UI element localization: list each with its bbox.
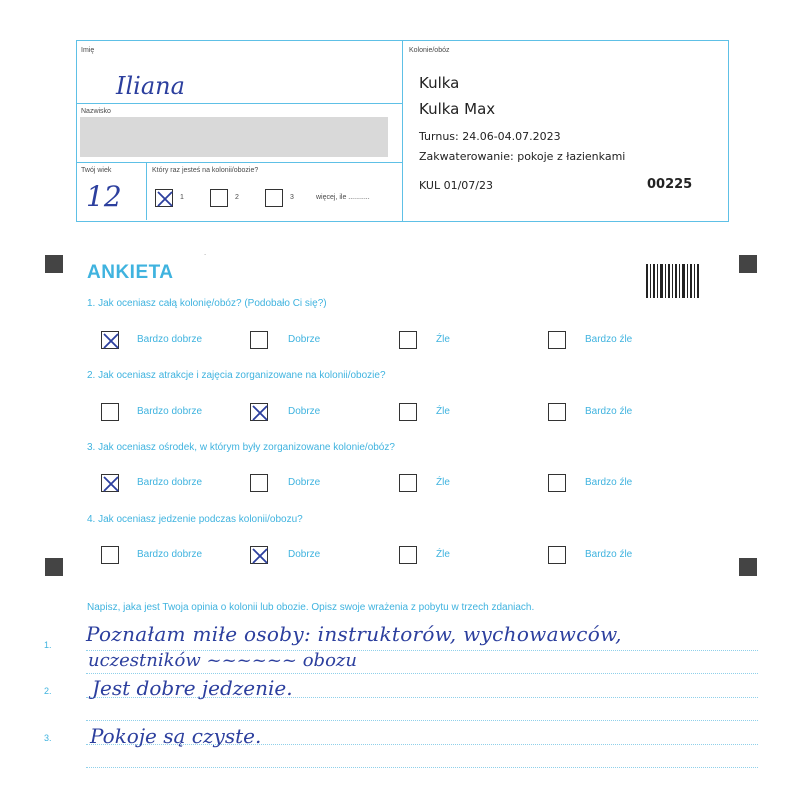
line-number-2: 2. <box>44 686 52 696</box>
q3-option-zle-checkbox[interactable] <box>399 474 417 492</box>
header-divider-age <box>76 162 402 163</box>
wiek-label: Twój wiek <box>81 167 112 174</box>
opinion-line-3: Pokoje są czyste. <box>90 724 262 748</box>
q4-option-dobrze-checkbox[interactable] <box>250 546 268 564</box>
imie-value: Iliana <box>116 72 185 100</box>
q3-option-bardzo-dobrze-label: Bardzo dobrze <box>137 477 203 488</box>
ktory-option-2: 2 <box>235 194 239 201</box>
q2-option-dobrze-label: Dobrze <box>288 406 321 417</box>
q3-option-bardzo-zle-label: Bardzo źle <box>585 477 633 488</box>
kolonie-label: Kolonie/obóz <box>409 47 450 54</box>
q3-option-bardzo-zle-checkbox[interactable] <box>548 474 566 492</box>
line-number-3: 3. <box>44 733 52 743</box>
q1-option-bardzo-zle-label: Bardzo źle <box>585 334 633 345</box>
q3-option-dobrze-label: Dobrze <box>288 477 321 488</box>
writing-line <box>86 767 758 768</box>
q2-option-bardzo-zle-checkbox[interactable] <box>548 403 566 421</box>
q3-option-bardzo-dobrze-checkbox[interactable] <box>101 474 119 492</box>
q4-option-bardzo-zle-label: Bardzo źle <box>585 549 633 560</box>
header-divider-name <box>76 103 402 104</box>
scan-speck: ˙ <box>204 253 207 263</box>
zakwaterowanie: Zakwaterowanie: pokoje z łazienkami <box>419 150 626 163</box>
ktory-checkbox-3[interactable] <box>265 189 283 207</box>
line-number-1: 1. <box>44 640 52 650</box>
header-divider-vertical <box>402 40 403 221</box>
wiek-value: 12 <box>86 180 122 213</box>
opinion-line-1-continuation: uczestników ~~~~~~ obozu <box>88 650 357 671</box>
writing-line <box>86 720 758 721</box>
q1-option-bardzo-dobrze-label: Bardzo dobrze <box>137 334 203 345</box>
q3-option-zle-label: Źle <box>436 477 450 488</box>
q1-option-bardzo-dobrze-checkbox[interactable] <box>101 331 119 349</box>
survey-title: ANKIETA <box>87 262 174 283</box>
q4-option-bardzo-dobrze-checkbox[interactable] <box>101 546 119 564</box>
barcode <box>646 264 700 298</box>
q2-option-dobrze-checkbox[interactable] <box>250 403 268 421</box>
question-3: 3. Jak oceniasz ośrodek, w którym były zorganizowane kolonie/obóz? <box>87 442 395 453</box>
imie-label: Imię <box>81 47 95 54</box>
q1-option-dobrze-checkbox[interactable] <box>250 331 268 349</box>
q4-option-zle-label: Źle <box>436 549 450 560</box>
q2-option-zle-checkbox[interactable] <box>399 403 417 421</box>
header-divider-age-vertical <box>146 162 147 220</box>
ktory-checkbox-2[interactable] <box>210 189 228 207</box>
q1-option-zle-checkbox[interactable] <box>399 331 417 349</box>
q2-option-bardzo-dobrze-label: Bardzo dobrze <box>137 406 203 417</box>
q1-option-dobrze-label: Dobrze <box>288 334 321 345</box>
q2-option-bardzo-zle-label: Bardzo źle <box>585 406 633 417</box>
nazwisko-label: Nazwisko <box>81 108 111 115</box>
registration-marker <box>739 558 757 576</box>
q4-option-bardzo-zle-checkbox[interactable] <box>548 546 566 564</box>
q1-option-zle-label: Źle <box>436 334 450 345</box>
question-4: 4. Jak oceniasz jedzenie podczas kolonii/obozu? <box>87 514 303 525</box>
redacted-surname <box>80 117 388 157</box>
q2-option-bardzo-dobrze-checkbox[interactable] <box>101 403 119 421</box>
ktory-option-3: 3 <box>290 194 294 201</box>
ktory-label: Który raz jesteś na kolonii/obozie? <box>152 167 259 174</box>
q4-option-dobrze-label: Dobrze <box>288 549 321 560</box>
writing-line <box>86 673 758 674</box>
registration-marker <box>45 255 63 273</box>
camp-variant: Kulka Max <box>419 100 496 118</box>
opinion-line-1: Poznałam miłe osoby: instruktorów, wychowawców, <box>86 622 622 646</box>
registration-marker <box>739 255 757 273</box>
q2-option-zle-label: Źle <box>436 406 450 417</box>
ktory-checkbox-1[interactable] <box>155 189 173 207</box>
q3-option-dobrze-checkbox[interactable] <box>250 474 268 492</box>
ktory-option-1: 1 <box>180 194 184 201</box>
registration-marker <box>45 558 63 576</box>
opinion-instruction: Napisz, jaka jest Twoja opinia o kolonii lub obozie. Opisz swoje wrażenia z pobytu w trzech zdaniach. <box>87 602 535 613</box>
turnus: Turnus: 24.06-04.07.2023 <box>419 130 561 143</box>
opinion-line-2: Jest dobre jedzenie. <box>92 676 293 700</box>
camp-code: KUL 01/07/23 <box>419 179 493 192</box>
ktory-option-more: więcej, ile ........... <box>316 194 370 201</box>
form-number: 00225 <box>647 177 693 192</box>
question-2: 2. Jak oceniasz atrakcje i zajęcia zorganizowane na kolonii/obozie? <box>87 370 386 381</box>
q4-option-zle-checkbox[interactable] <box>399 546 417 564</box>
question-1: 1. Jak oceniasz całą kolonię/obóz? (Podobało Ci się?) <box>87 298 327 309</box>
q1-option-bardzo-zle-checkbox[interactable] <box>548 331 566 349</box>
q4-option-bardzo-dobrze-label: Bardzo dobrze <box>137 549 203 560</box>
camp-name: Kulka <box>419 74 460 92</box>
